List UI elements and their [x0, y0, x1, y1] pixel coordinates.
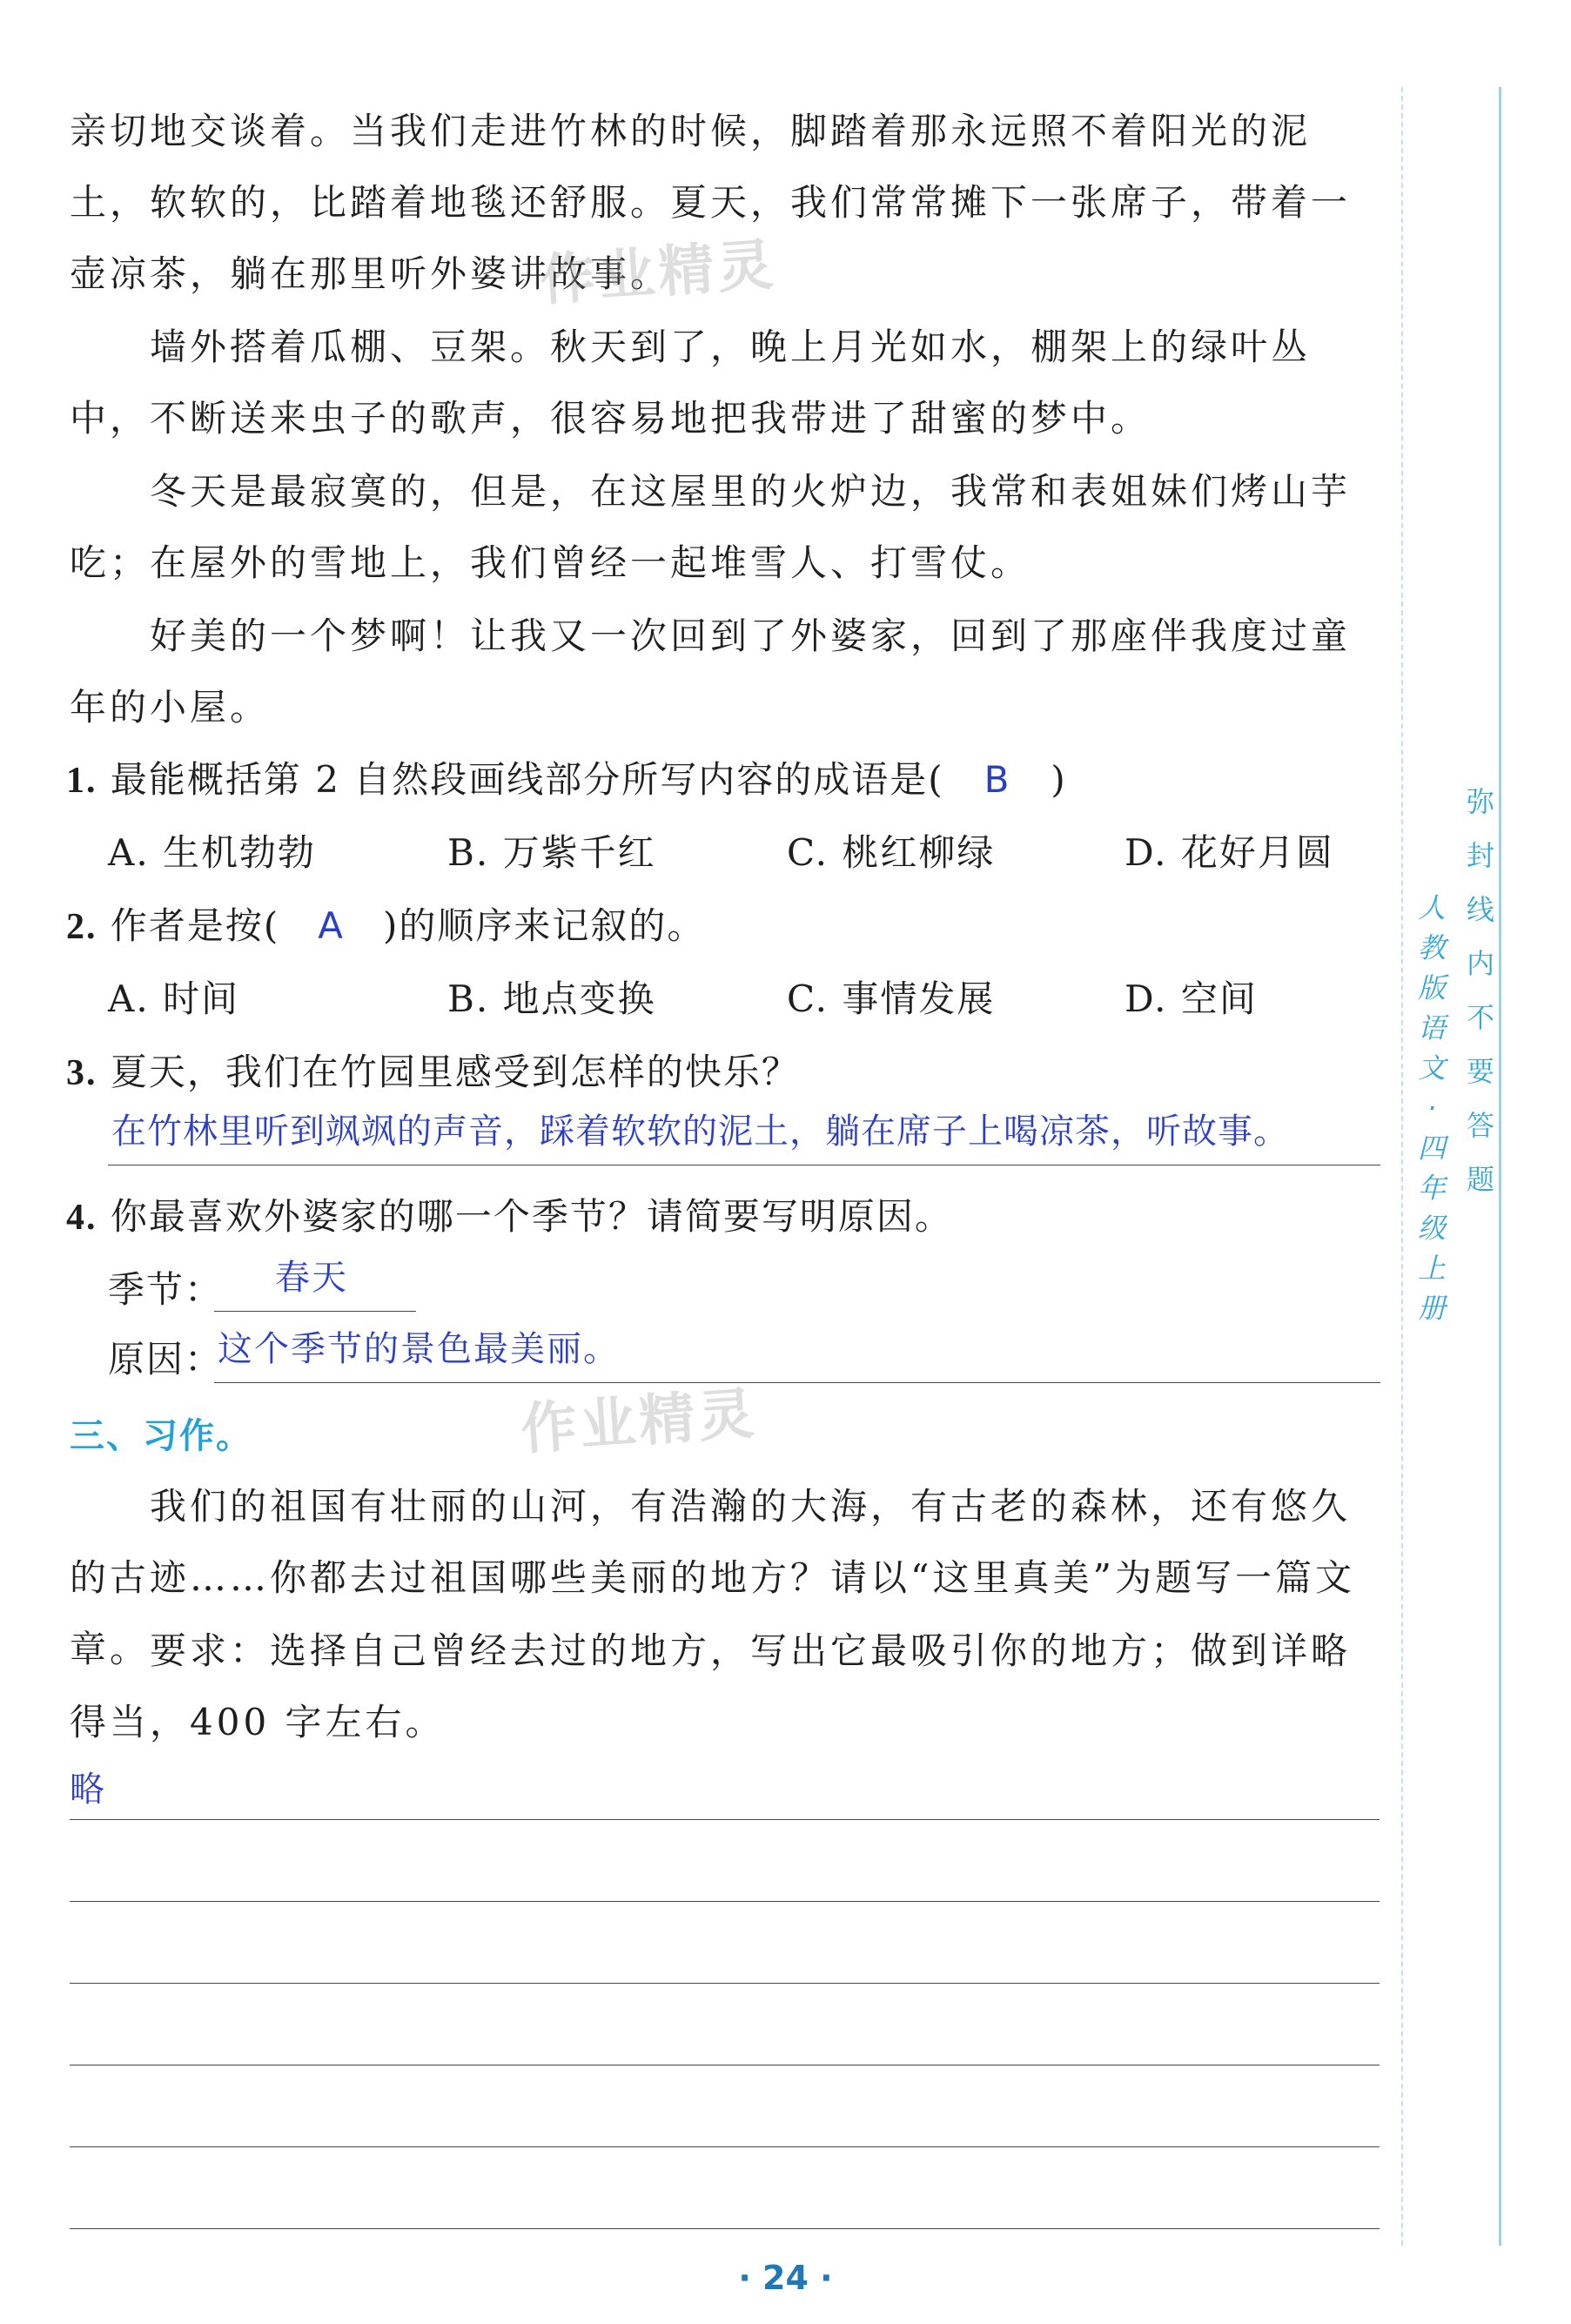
section-title: 三、习作。: [70, 1416, 252, 1456]
question-text: 夏天，我们在竹园里感受到怎样的快乐？: [110, 1051, 800, 1093]
sidebar-char: 题: [1466, 1163, 1494, 1196]
watermark: 作业精灵: [538, 232, 779, 314]
question-number: 2.: [66, 907, 97, 947]
sidebar-char: 年: [1417, 1172, 1446, 1205]
question-number: 1.: [66, 761, 97, 801]
question-2: [66, 902, 705, 951]
answer-blank: B: [984, 758, 1011, 801]
writing-line: [70, 1819, 1380, 1820]
writing-line: [70, 1983, 1380, 1984]
sidebar-seal-notice: [1459, 775, 1502, 1206]
season-answer: 春天: [275, 1258, 348, 1298]
question-number: 3.: [66, 1053, 97, 1093]
season-line: [214, 1311, 416, 1312]
option-b: B. 地点变换: [447, 977, 656, 1020]
composition-prompt: 我们的祖国有壮丽的山河，有浩瀚的大海，有古老的森林，还有悠久的古迹……你都去过祖国哪些美丽的地方？请以“这里真美”为题写一篇文章。: [70, 1485, 1355, 1670]
question-text: 最能概括第 2 自然段画线部分所写内容的成语是(: [110, 758, 944, 801]
sidebar-char: 线: [1466, 893, 1494, 926]
option-b: B. 万紫千红: [447, 831, 656, 874]
season-label: 季节：: [108, 1268, 224, 1311]
question-1: [66, 756, 1067, 805]
sidebar-char: 要: [1466, 1055, 1494, 1088]
option-d: D. 花好月圆: [1125, 831, 1334, 874]
question-text-end: )的顺序来记叙的。: [382, 904, 706, 947]
sidebar-char: 弥: [1466, 785, 1494, 818]
sidebar-char: 封: [1466, 839, 1494, 872]
sidebar-char: 文: [1417, 1051, 1446, 1085]
option-a: A. 时间: [108, 977, 240, 1020]
passage-paragraph-3: 冬天是最寂寞的，但是，在这屋里的火炉边，我常和表姐妹们烤山芋吃；在屋外的雪地上，我们曾经一起堆雪人、打雪仗。: [70, 470, 1352, 584]
question-number: 4.: [66, 1198, 97, 1238]
reason-line: [214, 1382, 1380, 1383]
option-c: C. 桃红柳绿: [787, 831, 996, 874]
sidebar-char: 四: [1417, 1132, 1446, 1165]
writing-line: [70, 2146, 1380, 2147]
composition-answer: 略: [70, 1770, 106, 1810]
watermark: 作业精灵: [519, 1381, 760, 1463]
sidebar-char: 语: [1417, 1011, 1446, 1044]
reason-answer: 这个季节的景色最美丽。: [218, 1329, 620, 1369]
composition-requirements: 要求：选择自己曾经去过的地方，写出它最吸引你的地方；做到详略得当，400 字左右。: [70, 1629, 1352, 1743]
sidebar-char: ·: [1427, 1091, 1437, 1125]
page-number: · 24 ·: [738, 2259, 833, 2297]
passage-paragraph-2: 墙外搭着瓜棚、豆架。秋天到了，晚上月光如水，棚架上的绿叶丛中，不断送来虫子的歌声，很容易地把我带进了甜蜜的梦中。: [70, 326, 1312, 440]
sidebar-char: 教: [1417, 931, 1446, 964]
writing-line: [70, 2228, 1380, 2229]
option-a: A. 生机勃勃: [108, 831, 317, 874]
answer-text: 在竹林里听到飒飒的声音，踩着软软的泥土，躺在席子上喝凉茶，听故事。: [111, 1112, 1289, 1152]
sidebar-char: 册: [1417, 1292, 1446, 1325]
binding-dash-line: [1401, 87, 1403, 2246]
sidebar-char: 内: [1466, 947, 1494, 980]
answer-blank: A: [318, 904, 345, 947]
sidebar-book-title: [1410, 888, 1454, 1328]
question-text: 作者是按(: [110, 904, 280, 947]
reason-label: 原因：: [108, 1338, 224, 1380]
sidebar-char: 级: [1417, 1212, 1446, 1245]
option-d: D. 空间: [1125, 977, 1258, 1020]
sidebar-char: 答: [1466, 1109, 1494, 1142]
question-text: 你最喜欢外婆家的哪一个季节？请简要写明原因。: [110, 1195, 953, 1238]
passage-paragraph-1: 亲切地交谈着。当我们走进竹林的时候，脚踏着那永远照不着阳光的泥土，软软的，比踏着地毯还舒服。夏天，我们常常摊下一张席子，带着一壶凉茶，躺在那里听外婆讲故事。: [70, 110, 1352, 295]
sidebar-char: 人: [1417, 891, 1446, 924]
passage-paragraph-4: 好美的一个梦啊！让我又一次回到了外婆家，回到了那座伴我度过童年的小屋。: [70, 615, 1352, 729]
question-text-end: ): [1051, 758, 1067, 801]
sidebar-char: 版: [1417, 971, 1446, 1004]
option-c: C. 事情发展: [787, 977, 996, 1020]
question-4: [66, 1192, 953, 1242]
writing-line: [70, 1901, 1380, 1902]
question-3: [66, 1048, 800, 1098]
sidebar-char: 上: [1417, 1252, 1446, 1285]
sidebar-char: 不: [1466, 1001, 1494, 1034]
